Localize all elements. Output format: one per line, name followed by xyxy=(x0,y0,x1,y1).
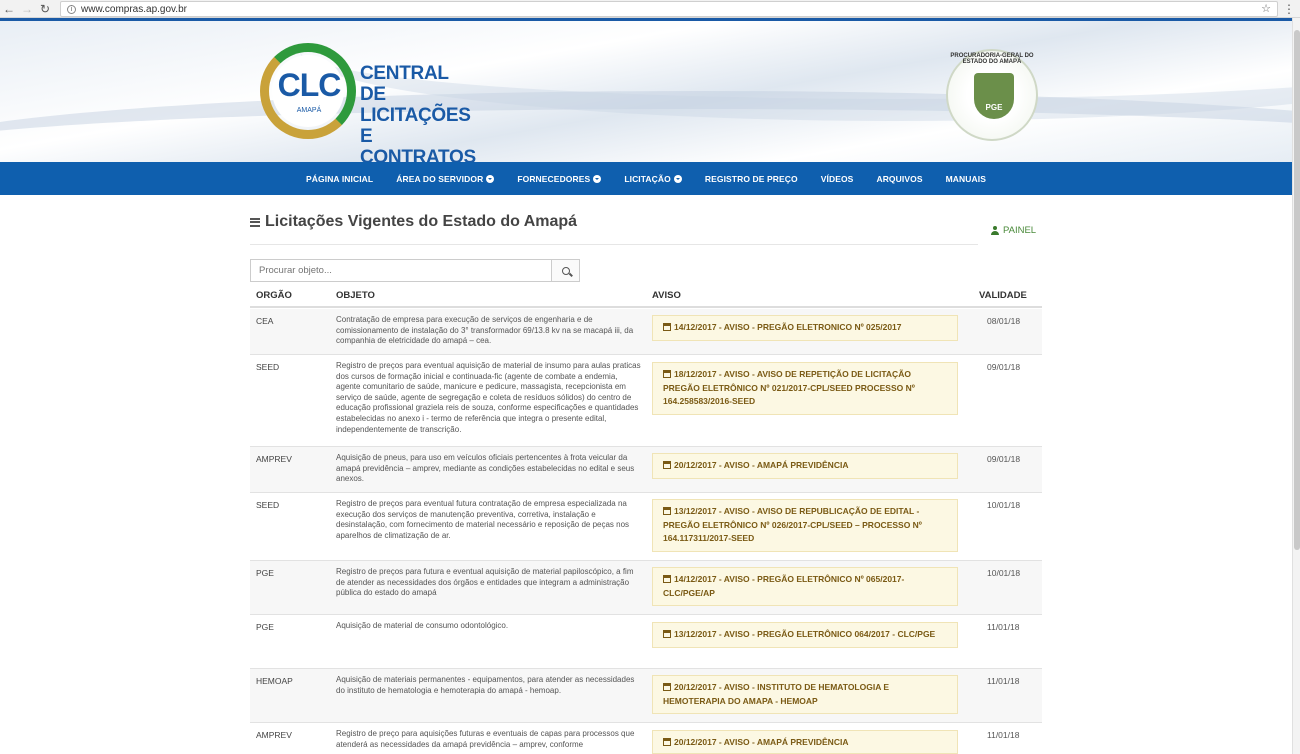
cell-orgao: CEA xyxy=(256,316,274,326)
url-text: www.compras.ap.gov.br xyxy=(81,3,187,15)
table-row xyxy=(250,615,1042,669)
chevron-down-icon xyxy=(674,175,682,183)
aviso-text: 18/12/2017 - AVISO - AVISO DE REPETIÇÃO DE LICITAÇÃO PREGÃO ELETRÔNICO Nº 021/2017-CPL/SEED PROCESSO Nº 164.258583/2016-SEED xyxy=(663,369,915,406)
panel-label: PAINEL xyxy=(1003,225,1037,236)
cell-validade: 09/01/18 xyxy=(987,362,1021,372)
cell-validade: 11/01/18 xyxy=(987,730,1020,740)
aviso-link[interactable] xyxy=(652,315,958,341)
reload-icon[interactable]: ↻ xyxy=(39,1,51,16)
chevron-down-icon xyxy=(486,175,494,183)
nav-licitacao[interactable] xyxy=(613,174,694,184)
title-divider xyxy=(250,244,978,245)
cell-objeto: Registro de preços para eventual futura contratação de empresa especializada na execução dos serviços de manutenção preventiva, corretiva, instalação e desinstalação, com fornecimento de material necessário e reposição de peças nos aparelhos de climatização de ar. xyxy=(336,499,630,540)
nav-label: PÁGINA INICIAL xyxy=(306,173,374,184)
page-title xyxy=(250,213,577,231)
back-arrow-icon[interactable]: ← xyxy=(3,1,15,16)
aviso-text: 20/12/2017 - AVISO - AMAPÁ PREVIDÊNCIA xyxy=(674,460,849,470)
cell-objeto: Aquisição de pneus, para uso em veículos oficiais pertencentes à frota veicular da amapá previdência – amprev, mediante as condições estabelecidas no edital e seus anexos. xyxy=(336,453,635,484)
table-row xyxy=(250,561,1042,615)
calendar-icon xyxy=(663,461,671,469)
calendar-icon xyxy=(663,370,671,378)
aviso-link[interactable] xyxy=(652,362,958,415)
nav-label: LICITAÇÃO xyxy=(624,173,671,184)
cell-validade: 11/01/18 xyxy=(987,622,1020,632)
nav-label: VÍDEOS xyxy=(820,173,854,184)
table-header xyxy=(250,284,1042,308)
aviso-link[interactable] xyxy=(652,730,958,754)
table-row xyxy=(250,309,1042,355)
page-title-text: Licitações Vigentes do Estado do Amapá xyxy=(265,213,578,230)
logo-sub: AMAPÁ xyxy=(296,107,322,114)
site-header xyxy=(0,18,1292,162)
col-objeto[interactable]: OBJETO xyxy=(336,290,375,301)
aviso-link[interactable] xyxy=(652,567,958,606)
info-icon[interactable]: i xyxy=(67,5,76,14)
cell-validade: 10/01/18 xyxy=(987,500,1021,510)
nav-area-do-servidor[interactable] xyxy=(385,174,506,184)
calendar-icon xyxy=(663,738,671,746)
table-row xyxy=(250,669,1042,723)
pge-seal[interactable] xyxy=(946,49,1038,141)
aviso-text: 20/12/2017 - AVISO - INSTITUTO DE HEMATOLOGIA E HEMOTERAPIA DO AMAPA - HEMOAP xyxy=(663,682,890,706)
search-icon xyxy=(562,267,570,275)
nav-pagina-inicial[interactable] xyxy=(295,174,385,184)
scrollbar-thumb[interactable] xyxy=(1294,30,1300,550)
cell-orgao: PGE xyxy=(256,568,274,578)
nav-label: REGISTRO DE PREÇO xyxy=(704,173,798,184)
chevron-down-icon xyxy=(593,175,601,183)
logo-line-1: CENTRAL xyxy=(360,63,449,84)
panel-link[interactable] xyxy=(990,225,1036,236)
nav-fornecedores[interactable] xyxy=(506,174,613,184)
logo-text xyxy=(360,63,490,162)
bookmark-star-icon[interactable]: ☆ xyxy=(1261,3,1271,15)
cell-validade: 08/01/18 xyxy=(987,316,1021,326)
nav-label: ÁREA DO SERVIDOR xyxy=(396,173,484,184)
cell-objeto: Aquisição de materiais permanentes - equipamentos, para atender as necessidades do instituto de hematologia e hemoterapia do amapá - hemoap. xyxy=(336,675,635,695)
aviso-text: 13/12/2017 - AVISO - AVISO DE REPUBLICAÇÃO DE EDITAL - PREGÃO ELETRÔNICO Nº 026/2017-CPL/SEED – PROCESSO Nº 164.117311/2017-SEED xyxy=(663,506,922,543)
aviso-link[interactable] xyxy=(652,622,958,648)
cell-validade: 10/01/18 xyxy=(987,568,1021,578)
logo-line-2: DE LICITAÇÕES xyxy=(360,84,471,126)
aviso-link[interactable] xyxy=(652,499,958,552)
nav-label: MANUAIS xyxy=(945,173,986,184)
aviso-link[interactable] xyxy=(652,675,958,714)
cell-objeto: Registro de preços para eventual aquisição de material de insumo para aulas praticas dos cursos de formação inicial e continuada-fic (agente de combate a endemia, agente comunitario de saúde, manicure e pedicure, massagista, recepcionista em serviço de saúde, agente de segregação e coleta de resíduos sólidos) do centro de educação profissional graziela reis de souza, conforme especificações e quantidades estabelecidas no anexo i - termo de referência que integra o presente edital, independentemente de transcrição. xyxy=(336,361,641,434)
aviso-text: 20/12/2017 - AVISO - AMAPÁ PREVIDÊNCIA xyxy=(674,737,849,747)
table-row xyxy=(250,447,1042,493)
aviso-text: 13/12/2017 - AVISO - PREGÃO ELETRÔNICO 064/2017 - CLC/PGE xyxy=(674,629,936,639)
cell-validade: 09/01/18 xyxy=(987,454,1021,464)
cell-objeto: Aquisição de material de consumo odontológico. xyxy=(336,621,509,630)
main-nav xyxy=(0,162,1292,195)
calendar-icon xyxy=(663,323,671,331)
aviso-link[interactable] xyxy=(652,453,958,479)
forward-arrow-icon[interactable]: → xyxy=(21,1,33,16)
cell-validade: 11/01/18 xyxy=(987,676,1020,686)
logo-abbrev: CLC xyxy=(277,67,341,103)
cell-orgao: SEED xyxy=(256,362,280,372)
page-scrollbar[interactable] xyxy=(1292,18,1300,754)
table-row xyxy=(250,493,1042,561)
nav-label: FORNECEDORES xyxy=(517,173,591,184)
nav-arquivos[interactable] xyxy=(865,174,934,184)
cell-orgao: AMPREV xyxy=(256,454,292,464)
search-button[interactable] xyxy=(551,259,580,282)
list-icon xyxy=(250,218,260,227)
nav-label: ARQUIVOS xyxy=(876,173,923,184)
nav-registro-de-preco[interactable] xyxy=(693,174,809,184)
calendar-icon xyxy=(663,683,671,691)
nav-manuais[interactable] xyxy=(934,174,997,184)
address-bar[interactable] xyxy=(60,1,1278,17)
seal-text: PROCURADORIA-GERAL DO ESTADO DO AMAPÁ xyxy=(950,53,1034,65)
table-row xyxy=(250,723,1042,754)
aviso-text: 14/12/2017 - AVISO - PREGÃO ELETRONICO Nº 025/2017 xyxy=(674,322,902,332)
cell-orgao: PGE xyxy=(256,622,274,632)
cell-objeto: Registro de preço para aquisições futuras e eventuais de capas para processos que atenderá as necessidades da amapá previdência – amprev, conforme xyxy=(336,729,635,749)
aviso-text: 14/12/2017 - AVISO - PREGÃO ELETRÔNICO Nº 065/2017-CLC/PGE/AP xyxy=(663,574,905,598)
nav-videos[interactable] xyxy=(809,174,865,184)
col-aviso[interactable]: AVISO xyxy=(652,290,681,301)
cell-orgao: HEMOAP xyxy=(256,676,293,686)
cell-orgao: SEED xyxy=(256,500,280,510)
cell-orgao: AMPREV xyxy=(256,730,292,740)
calendar-icon xyxy=(663,630,671,638)
user-icon xyxy=(990,226,999,235)
col-validade[interactable]: VALIDADE xyxy=(979,290,1027,301)
cell-objeto: Contratação de empresa para execução de serviços de engenharia e de comissionamento de instalação do 3° transformador 69/13.8 kv na se macapá iii, da companhia de eletricidade do amapá – cea. xyxy=(336,315,634,346)
seal-abbrev: PGE xyxy=(985,103,1003,112)
browser-menu-icon[interactable]: ⋮ xyxy=(1283,2,1295,16)
search-input[interactable] xyxy=(250,259,552,282)
cell-objeto: Registro de preços para futura e eventual aquisição de material papiloscópico, a fim de atender as necessidades dos órgãos e entidades que integram a administração pública do estado do amapá xyxy=(336,567,634,598)
calendar-icon xyxy=(663,507,671,515)
shield-icon xyxy=(974,73,1014,119)
table-row xyxy=(250,355,1042,447)
calendar-icon xyxy=(663,575,671,583)
clc-logo[interactable] xyxy=(260,43,490,162)
logo-line-3: E CONTRATOS xyxy=(360,126,476,162)
col-orgao[interactable]: ORGÃO xyxy=(256,290,292,301)
